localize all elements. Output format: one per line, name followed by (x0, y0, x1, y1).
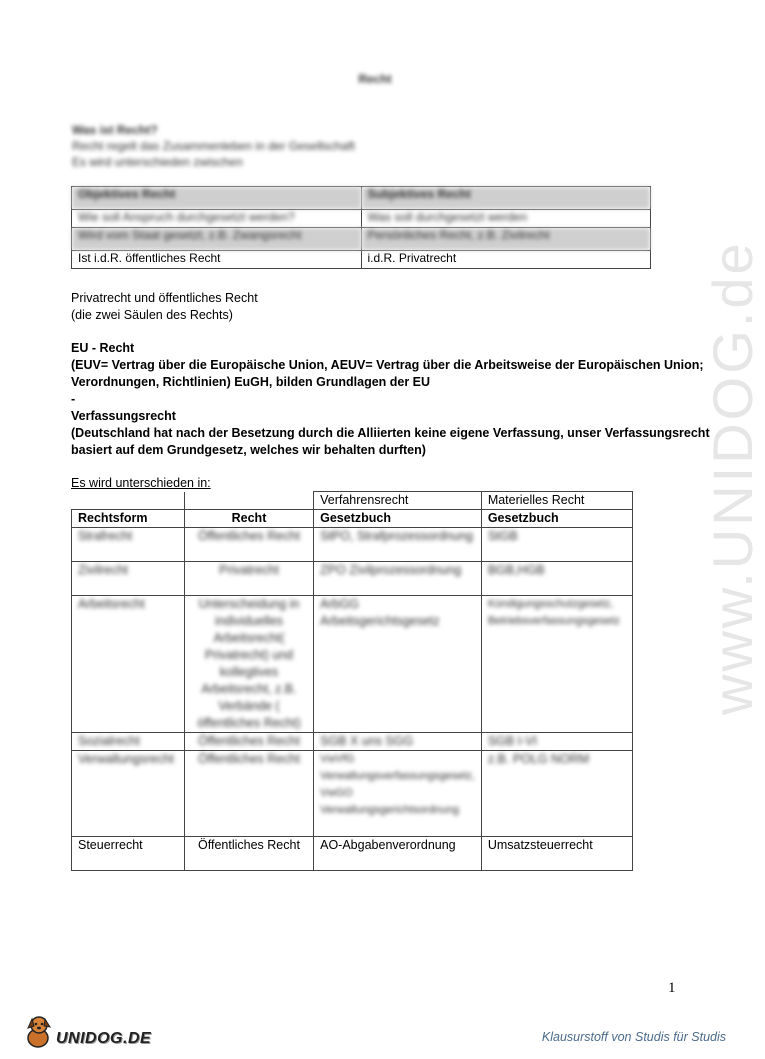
page-number: 1 (668, 980, 676, 996)
intro-block (72, 122, 355, 170)
table-cell: Verwaltungsrecht (72, 751, 185, 837)
table-cell: Was soll durchgesetzt werden (361, 210, 651, 228)
watermark: www.UNIDOG.de (701, 240, 764, 715)
table-row (72, 733, 633, 751)
header-cell: Gesetzbuch (481, 510, 632, 528)
text-line: Privatrecht und öffentliches Recht (71, 291, 258, 305)
table-cell: Persönliches Recht, z.B. Zivilrecht (361, 228, 651, 251)
table-cell: BGB,HGB (481, 562, 632, 596)
intro-line: Es wird unterschieden zwischen (72, 155, 243, 169)
table-row (72, 528, 633, 562)
table-cell: Arbeitsrecht (72, 596, 185, 733)
table-cell: AO-Abgabenverordnung (314, 837, 482, 871)
table-cell: Subjektives Recht (361, 187, 651, 210)
table-row (72, 751, 633, 837)
table-cell: Steuerrecht (72, 837, 185, 871)
text-line: basiert auf dem Grundgesetz, welches wir behalten durften) (71, 443, 426, 457)
table-cell: Privatrecht (184, 562, 313, 596)
table-cell: ZPO Zivilprozessordnung (314, 562, 482, 596)
table-cell: Öffentliches Recht (184, 528, 313, 562)
table-cell: Kündigungsschutzgesetz, Betriebsverfassungsgesetz (481, 596, 632, 733)
verfassung-heading: Verfassungsrecht (71, 409, 176, 423)
recht-comparison-table (71, 186, 651, 269)
section-privatrecht (71, 290, 258, 324)
table-cell: Unterscheidung in individuelles Arbeitsrecht( Privatrecht) und kollegtives Arbeitsrecht, z.B. Verbände ( öffentliches Recht) (184, 596, 313, 733)
intro-heading: Was ist Recht? (72, 123, 158, 137)
header-cell: Recht (184, 510, 313, 528)
section-eu-recht (71, 340, 704, 408)
table-cell: i.d.R. Privatrecht (361, 251, 651, 269)
table-cell: Ist i.d.R. öffentliches Recht (72, 251, 362, 269)
table-row (72, 210, 651, 228)
table-cell: Sozialrecht (72, 733, 185, 751)
table-cell: Wie soll Anspruch durchgesetzt werden? (72, 210, 362, 228)
text-line: Verordnungen, Richtlinien) EuGH, bilden Grundlagen der EU (71, 375, 431, 389)
table-row (72, 228, 651, 251)
text-line: - (71, 392, 76, 406)
section-verfassungsrecht (71, 408, 710, 459)
table-row (72, 187, 651, 210)
page-title: Recht (358, 72, 392, 86)
text-line: (Deutschland hat nach der Besetzung durch die Alliierten keine eigene Verfassung, unser Verfassungsrecht (71, 426, 710, 440)
table-cell: SGB I-VI (481, 733, 632, 751)
table-cell: ArbGG Arbeitsgerichtsgesetz (314, 596, 482, 733)
logo-text: UNIDOG.DE (56, 1030, 152, 1047)
text-line: (EUV= Vertrag über die Europäische Union, AEUV= Vertrag über die Arbeitsweise der Europäischen Union; (71, 358, 704, 372)
eu-heading: EU - Recht (71, 341, 135, 355)
header-cell: Materielles Recht (481, 492, 632, 510)
table-cell: VwVfG Verwaltungsverfassungsgesetz, VwGO Verwaltungsgerichtsordnung (314, 751, 482, 837)
table2-intro: Es wird unterschieden in: (71, 476, 211, 490)
rechtsform-table (71, 491, 633, 871)
header-cell: Rechtsform (72, 510, 185, 528)
table-cell: Umsatzsteuerrecht (481, 837, 632, 871)
table-top-header-row (72, 492, 633, 510)
dog-icon (24, 1014, 54, 1048)
table-row (72, 837, 633, 871)
table-cell: Zivilrecht (72, 562, 185, 596)
unidog-logo[interactable] (24, 1012, 151, 1048)
footer-tagline: Klausurstoff von Studis für Studis (541, 1030, 726, 1044)
table-cell: StGB (481, 528, 632, 562)
header-cell: Verfahrensrecht (314, 492, 482, 510)
table-cell: Wird vom Staat gesetzt, z.B. Zwangsrecht (72, 228, 362, 251)
table-cell: Strafrecht (72, 528, 185, 562)
table-cell: Objektives Recht (72, 187, 362, 210)
table-cell: SGB X uns SGG (314, 733, 482, 751)
header-cell: Gesetzbuch (314, 510, 482, 528)
table-cell: StPO, Strafprozessordnung (314, 528, 482, 562)
table-cell: z.B. POLG NORM (481, 751, 632, 837)
table-row (72, 562, 633, 596)
table-cell: Öffentliches Recht (184, 837, 313, 871)
intro-line: Recht regelt das Zusammenleben in der Gesellschaft (72, 139, 355, 153)
text-line: (die zwei Säulen des Rechts) (71, 308, 233, 322)
table-cell: Öffentliches Recht (184, 733, 313, 751)
table-row (72, 251, 651, 269)
table-row (72, 596, 633, 733)
table-cell: Öffentliches Recht (184, 751, 313, 837)
table-header-row (72, 510, 633, 528)
